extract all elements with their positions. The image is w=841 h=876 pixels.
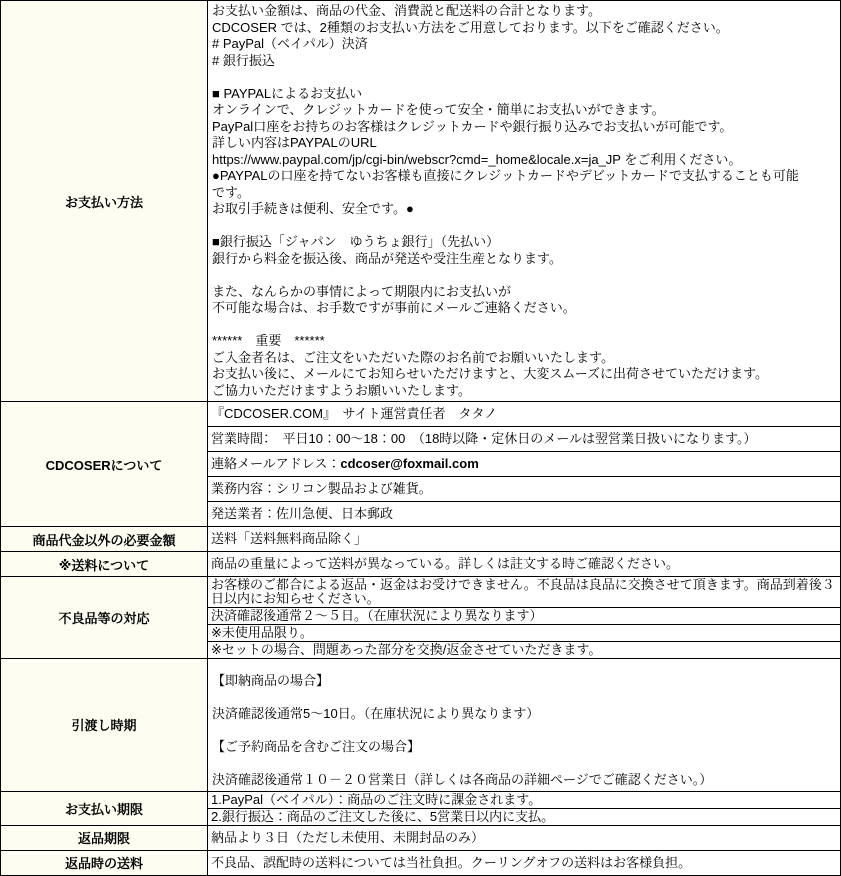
row-return-deadline [1, 825, 841, 850]
text-line [212, 756, 836, 773]
row-return-shipping [1, 850, 841, 875]
sub-row: ※未使用品限り。 [208, 625, 840, 642]
text-line: 決済確認後通常１０－２０営業日（詳しくは各商品の詳細ページでご確認ください。） [212, 772, 713, 787]
text-line: 銀行から料金を振込後、商品が発送や受注生産となります。 [212, 250, 562, 266]
site-operator-row: 『CDCOSER.COM』 サイト運営責任者 タタノ [208, 402, 840, 427]
delivery-time-content [208, 659, 841, 792]
text-line [212, 69, 836, 86]
row-delivery-time [1, 659, 841, 792]
payment-deadline-label: お支払い期限 [1, 791, 208, 825]
text-line: # 銀行振込 [212, 52, 275, 68]
row-about-cdcoser [1, 402, 841, 527]
shipping-fee-content [208, 552, 841, 577]
defective-items-content [208, 577, 841, 659]
shipping-carrier-row: 発送業者：佐川急便、日本郵政 [211, 506, 394, 521]
text-line: 【ご予約商品を含むご注文の場合】 [212, 739, 421, 754]
text-line: 詳しい内容はPAYPALのURL [212, 135, 377, 150]
text-line: お支払い後に、メールにてお知らせいただけますと、大変スムーズに出荷させていただけます。 [212, 366, 769, 381]
business-hours-row: 営業時間： 平日10：00～18：00 （18時以降・定休日のメールは翌営業日扱いになります。） [208, 427, 840, 452]
row-payment-deadline [1, 791, 841, 825]
return-deadline-content [208, 825, 841, 850]
payment-method-lines [208, 1, 840, 401]
business-description-row: 業務内容：シリコン製品および雑貨。 [208, 477, 840, 502]
text-line: また、なんらかの事情によって期限内にお支払いが [212, 283, 512, 299]
payment-deadline-content [208, 791, 841, 825]
sub-row: 1.PayPal（ベイパル）：商品のご注文時に課金されます。 [208, 792, 840, 809]
defective-items-label: 不良品等の対応 [1, 577, 208, 659]
text-line [212, 317, 836, 334]
sub-row: 決済確認後通常２～５日。（在庫状況により異なります） [208, 608, 840, 625]
payment-method-label: お支払い方法 [1, 1, 208, 402]
extra-fees-label: 商品代金以外の必要金額 [1, 527, 208, 552]
extra-fees-content [208, 527, 841, 552]
delivery-time-label: 引渡し時期 [1, 659, 208, 792]
text-line: # PayPal（ベイパル）決済 [212, 36, 368, 51]
text-line: ■ PAYPALによるお支払い [212, 85, 363, 101]
text-line: ●PAYPALの口座を持てないお客様も直接にクレジットカードやデビットカードで支払することも可能 [212, 168, 799, 183]
text-line: https://www.paypal.com/jp/cgi-bin/webscr?cmd=_home&locale.x=ja_JP をご利用ください。 [212, 151, 742, 167]
about-cdcoser-content [208, 402, 841, 527]
return-deadline-text: 納品より３日（ただし未使用、未開封品のみ） [211, 829, 485, 845]
sub-row: お客様のご都合による返品・返金はお受けできません。不良品は良品に交換させて頂きます。商品到着後３日以内にお知らせください。 [208, 577, 840, 608]
payment-method-content [208, 1, 841, 402]
text-line: ご協力いただけますようお願いいたします。 [212, 382, 471, 398]
text-line: 決済確認後通常5～10日。（在庫状況により異なります） [212, 706, 540, 721]
return-deadline-label: 返品期限 [1, 825, 208, 850]
text-line: お支払い金額は、商品の代金、消費説と配送料の合計となります。 [212, 3, 601, 18]
extra-fees-text: 送料「送料無料商品除く」 [211, 531, 368, 546]
text-line: 不可能な場合は、お手数ですが事前にメールご連絡ください。 [212, 300, 576, 315]
sub-row: ※セットの場合、問題あった部分を交換/返金させていただきます。 [211, 642, 602, 657]
delivery-time-lines [208, 659, 840, 791]
return-shipping-text: 不良品、誤配時の送料については当社負担。クーリングオフの送料はお客様負担。 [211, 854, 692, 870]
text-line: CDCOSER では、2種類のお支払い方法をご用意しております。以下をご確認ください。 [212, 19, 729, 35]
text-line [212, 218, 836, 235]
shipping-fee-text: 商品の重量によって送料が異なっている。詳しくは註文する時ご確認ください。 [211, 556, 680, 571]
shipping-fee-label: ※送料について [1, 552, 208, 577]
text-line [212, 690, 836, 707]
text-line: お取引手続きは便利、安全です。● [212, 201, 414, 216]
row-shipping-fee [1, 552, 841, 577]
text-line: ■銀行振込「ジャパン ゆうちょ銀行」（先払い） [212, 234, 500, 249]
text-line: ご入金者名は、ご注文をいただいた際のお名前でお願いいたします。 [212, 349, 614, 365]
contact-email-row [208, 452, 840, 477]
about-cdcoser-label: CDCOSERについて [1, 402, 208, 527]
row-extra-fees [1, 527, 841, 552]
contact-email-label: 連絡メールアドレス： [211, 456, 341, 471]
contact-email-address: cdcoser@foxmail.com [340, 456, 479, 471]
return-shipping-label: 返品時の送料 [1, 850, 208, 875]
text-line: ****** 重要 ****** [212, 333, 325, 348]
text-line: 【即納商品の場合】 [212, 673, 330, 688]
row-defective-items [1, 577, 841, 659]
text-line [212, 723, 836, 740]
text-line: オンラインで、クレジットカードを使って安全・簡単にお支払いができます。 [212, 102, 665, 117]
sub-row: 2.銀行振込：商品のご注文した後に、5営業日以内に支払。 [211, 808, 555, 824]
text-line: PayPal口座をお持ちのお客様はクレジットカードや銀行振り込みでお支払いが可能です。 [212, 118, 733, 134]
text-line: です。 [212, 184, 250, 200]
row-payment-method [1, 1, 841, 402]
return-shipping-content [208, 850, 841, 875]
text-line [212, 267, 836, 284]
